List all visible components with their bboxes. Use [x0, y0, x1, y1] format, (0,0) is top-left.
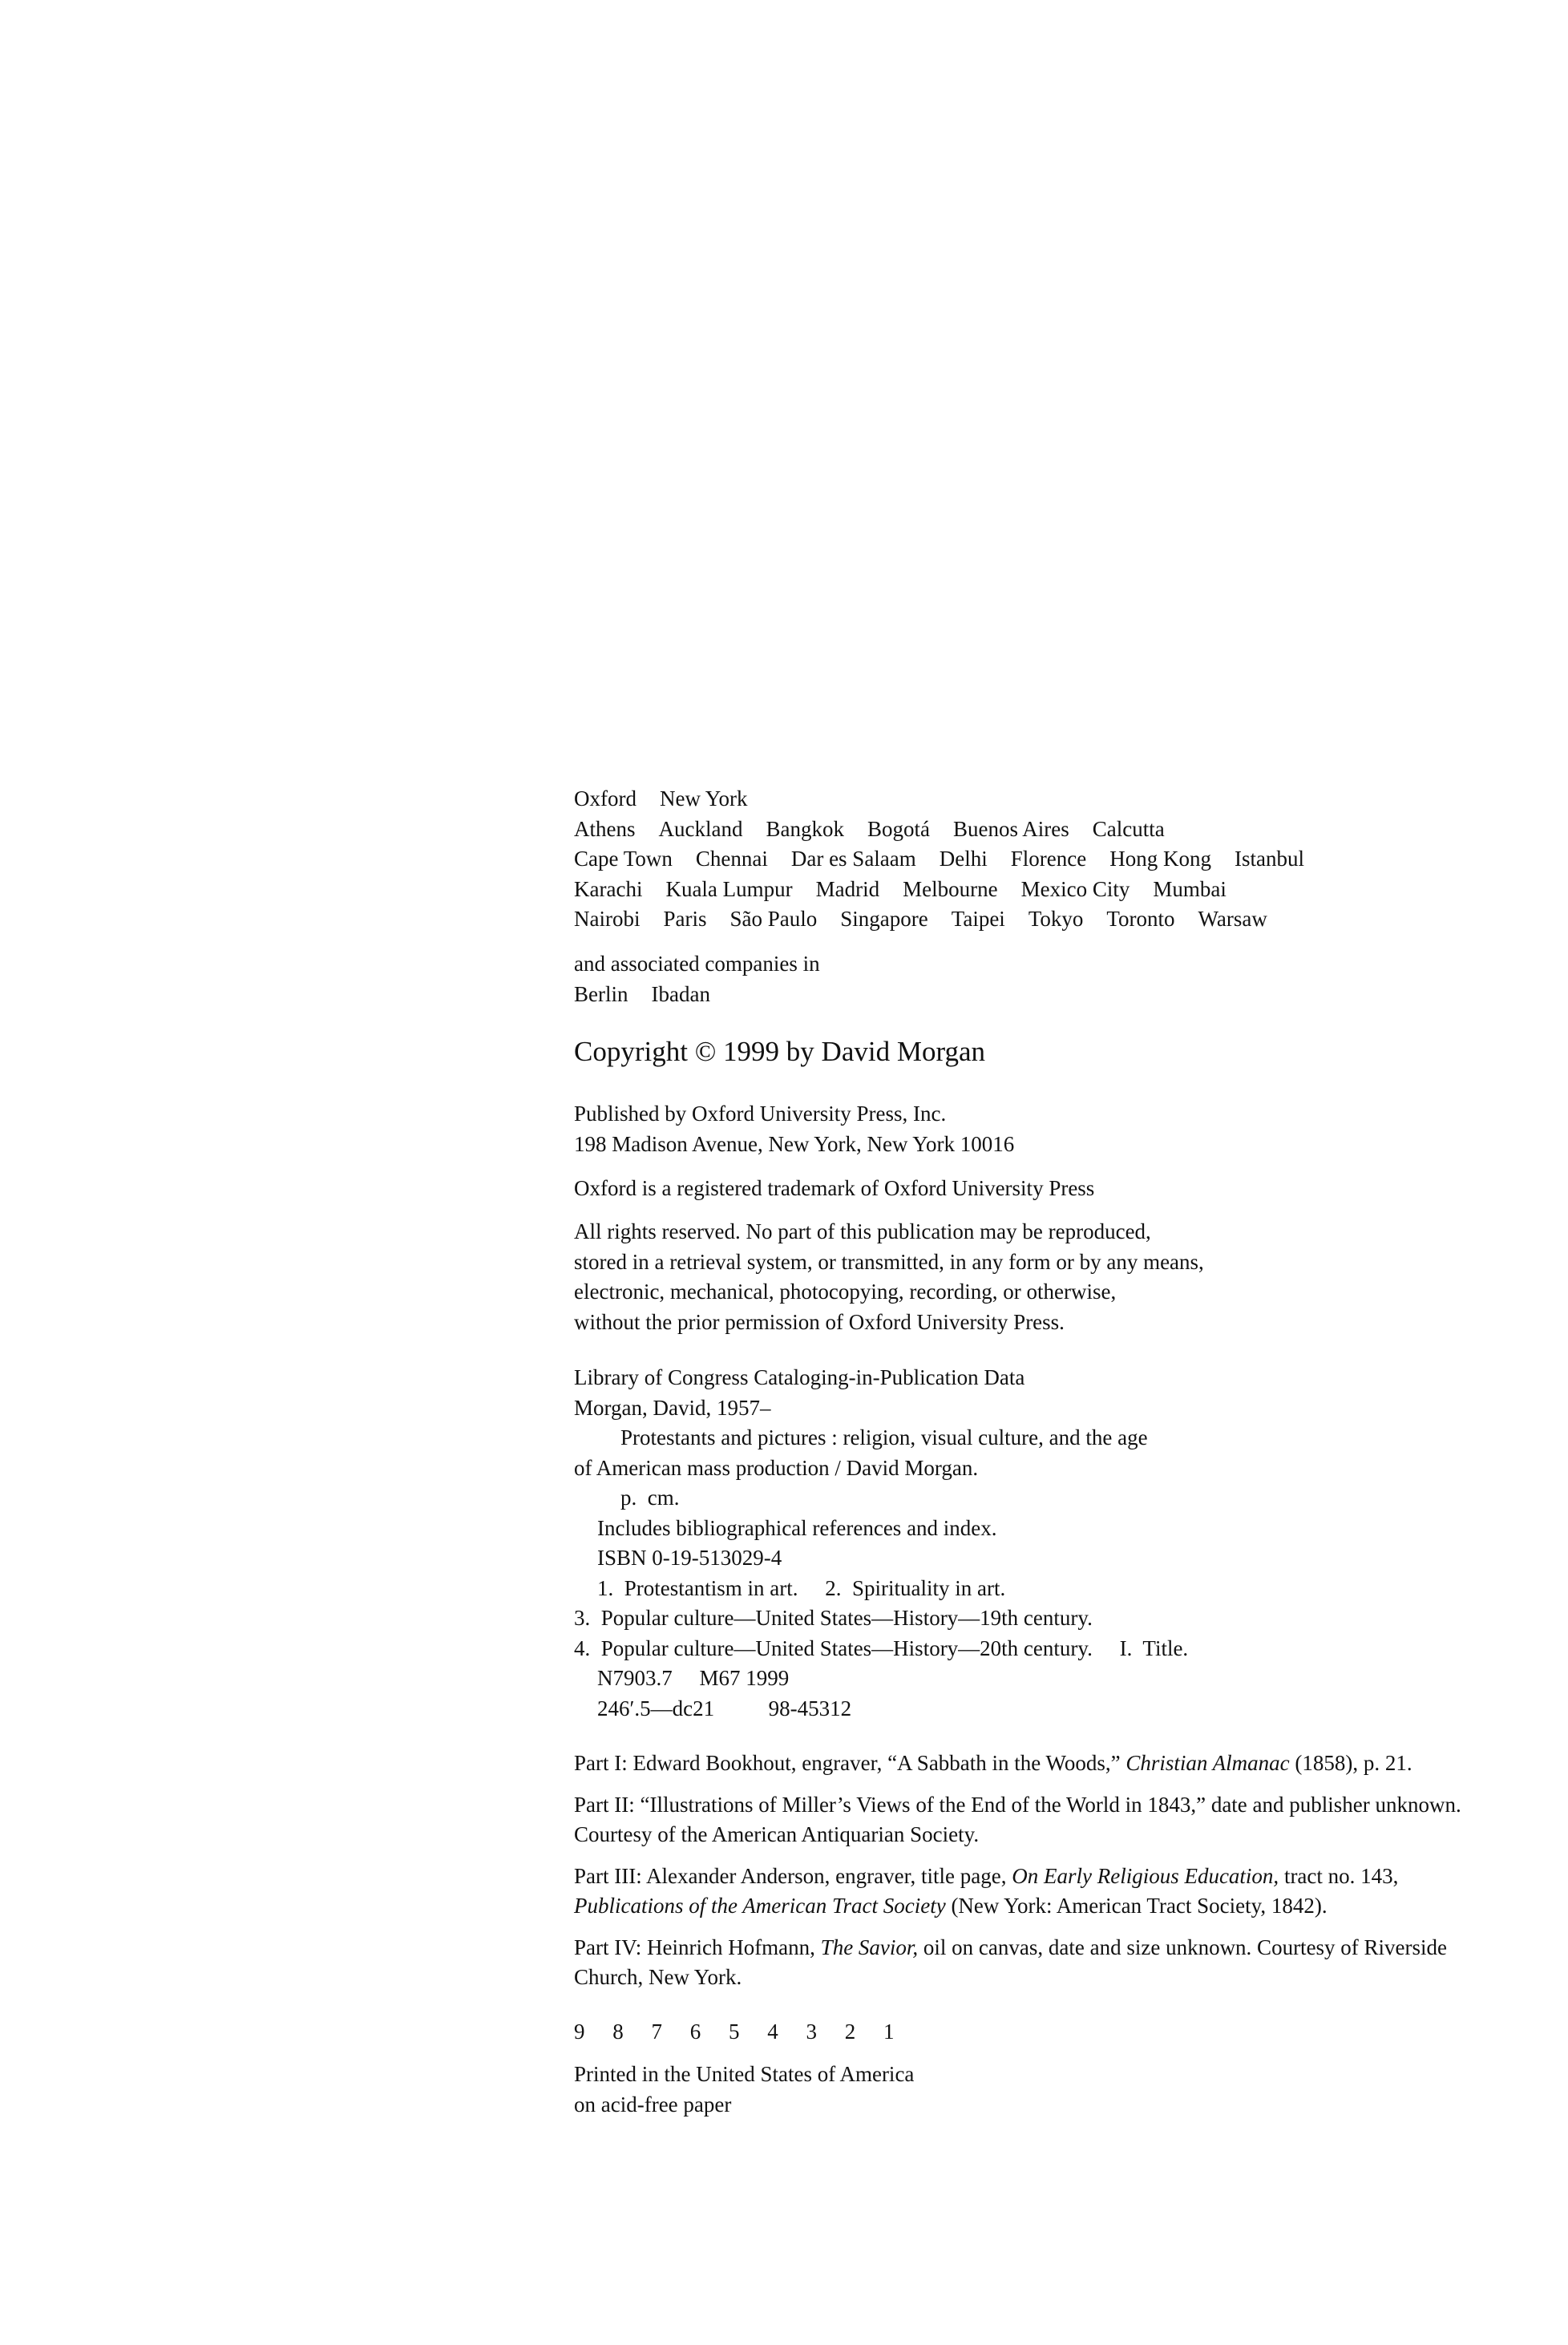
- publisher-cities: [574, 784, 1328, 935]
- rights-line: stored in a retrieval system, or transmitted, in any form or by any means,: [574, 1249, 1204, 1274]
- city: Mumbai: [1153, 876, 1227, 901]
- city: Oxford: [574, 786, 636, 811]
- city: Singapore: [840, 907, 928, 931]
- credit-text: (New York: American Tract Society, 1842).: [945, 1894, 1328, 1918]
- cip-subjects: 3. Popular culture—United States—History—19th century.: [574, 1606, 1093, 1630]
- city: Auckland: [658, 816, 743, 841]
- credit-text: Part III: Alexander Anderson, engraver, title page,: [574, 1863, 1012, 1888]
- city: Hong Kong: [1109, 847, 1211, 871]
- printed-paper: on acid-free paper: [574, 2092, 732, 2117]
- city: Karachi: [574, 876, 643, 901]
- cataloging-data: [574, 1363, 1188, 1724]
- city: Bogotá: [867, 816, 930, 841]
- associated-companies: [574, 949, 820, 1009]
- city-row-3: [574, 844, 1328, 875]
- cip-pages: p. cm.: [620, 1486, 680, 1510]
- credit-part-3: [574, 1862, 1504, 1922]
- city: Madrid: [815, 876, 880, 901]
- city: Mexico City: [1020, 876, 1130, 901]
- city: São Paulo: [729, 907, 818, 931]
- credit-part-1: [574, 1749, 1504, 1779]
- city: Florence: [1010, 847, 1087, 871]
- city: Melbourne: [903, 876, 998, 901]
- city: Buenos Aires: [952, 816, 1069, 841]
- city-row-1: [574, 784, 1328, 815]
- city: Tokyo: [1028, 907, 1084, 931]
- rights-line: All rights reserved. No part of this publication may be reproduced,: [574, 1219, 1151, 1243]
- publisher-address: 198 Madison Avenue, New York, New York 10016: [574, 1131, 1015, 1156]
- credit-text: tract no. 143,: [1279, 1863, 1399, 1888]
- rights-line: electronic, mechanical, photocopying, recording, or otherwise,: [574, 1280, 1117, 1304]
- city: Toronto: [1106, 907, 1175, 931]
- city: Bangkok: [766, 816, 844, 841]
- city: Calcutta: [1092, 816, 1165, 841]
- credit-part-4: [574, 1933, 1504, 1993]
- credit-part-2: Part II: “Illustrations of Miller’s Views of the End of the World in 1843,” date and publisher unknown. Courtesy of the American Antiquarian Society.: [574, 1792, 1461, 1846]
- cip-call-number: N7903.7 M67 1999: [597, 1666, 790, 1690]
- cip-subjects: 1. Protestantism in art. 2. Spirituality in art.: [597, 1575, 1006, 1600]
- city: Paris: [663, 907, 707, 931]
- city: Kuala Lumpur: [665, 876, 793, 901]
- printing-info: [574, 2060, 914, 2120]
- credit-text: oil on canvas, date and size unknown. Courtesy of Riverside Church, New York.: [574, 1935, 1448, 1989]
- credit-text: (1858), p. 21.: [1289, 1751, 1412, 1775]
- city-row-4: [574, 875, 1328, 905]
- illustration-credits: [574, 1749, 1504, 2004]
- city: Athens: [574, 816, 636, 841]
- trademark-notice: Oxford is a registered trademark of Oxford University Press: [574, 1176, 1095, 1200]
- city: New York: [659, 786, 748, 811]
- city: Cape Town: [574, 847, 673, 871]
- cip-title-continued: of American mass production / David Morgan.: [574, 1455, 979, 1480]
- cip-includes: Includes bibliographical references and index.: [597, 1515, 997, 1540]
- credit-text: Part IV: Heinrich Hofmann,: [574, 1935, 821, 1959]
- city: Istanbul: [1235, 847, 1304, 871]
- cip-author: Morgan, David, 1957–: [574, 1395, 771, 1420]
- cip-subjects: 4. Popular culture—United States—History—20th century. I. Title.: [574, 1635, 1189, 1660]
- credit-italic-title: On Early Religious Education,: [1012, 1863, 1279, 1888]
- city: Warsaw: [1198, 907, 1267, 931]
- city-row-5: [574, 904, 1328, 935]
- associated-intro: and associated companies in: [574, 952, 820, 976]
- credit-italic-title: Christian Almanac: [1125, 1751, 1290, 1775]
- credit-text: Part I: Edward Bookhout, engraver, “A Sabbath in the Woods,”: [574, 1751, 1126, 1775]
- city: Taipei: [951, 907, 1005, 931]
- copyright-notice: Copyright © 1999 by David Morgan: [574, 1036, 986, 1067]
- printer-key: 9 8 7 6 5 4 3 2 1: [574, 2020, 906, 2044]
- city: Dar es Salaam: [790, 847, 916, 871]
- city: Chennai: [695, 847, 768, 871]
- rights-notice: [574, 1217, 1204, 1337]
- city-row-2: [574, 815, 1328, 845]
- cip-heading: Library of Congress Cataloging-in-Publication Data: [574, 1365, 1025, 1389]
- city: Delhi: [939, 847, 988, 871]
- city: Berlin: [574, 981, 628, 1006]
- rights-line: without the prior permission of Oxford University Press.: [574, 1309, 1065, 1334]
- printed-country: Printed in the United States of America: [574, 2062, 915, 2086]
- credit-italic-title: The Savior,: [820, 1935, 919, 1959]
- credit-italic-title: Publications of the American Tract Society: [574, 1894, 946, 1918]
- cip-dewey: 246′.5—dc21 98-45312: [597, 1696, 852, 1720]
- cip-isbn: ISBN 0-19-513029-4: [597, 1546, 782, 1570]
- city: Nairobi: [574, 907, 641, 931]
- city: Ibadan: [651, 981, 710, 1006]
- associated-cities: [574, 980, 820, 1010]
- publisher-info: [574, 1099, 1014, 1159]
- publisher-line: Published by Oxford University Press, Inc.: [574, 1102, 947, 1126]
- cip-title: Protestants and pictures : religion, visual culture, and the age: [620, 1425, 1148, 1449]
